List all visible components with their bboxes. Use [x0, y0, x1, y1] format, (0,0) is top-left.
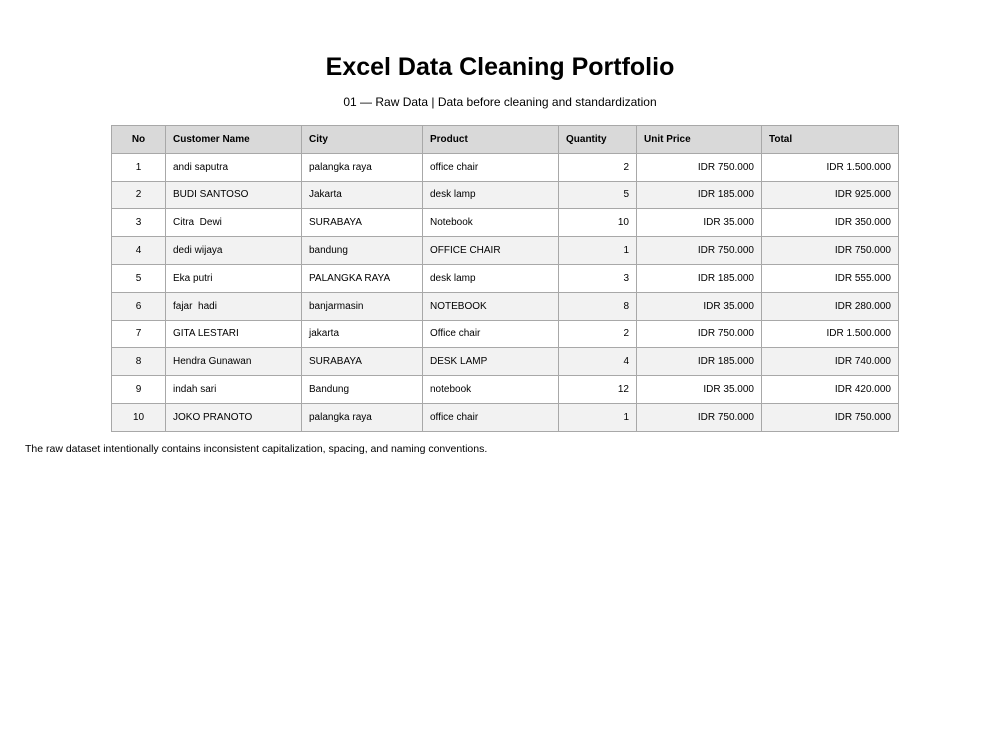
cell-city: palangka raya — [302, 403, 423, 431]
table-row — [112, 376, 899, 404]
column-header-product: Product — [423, 126, 559, 154]
cell-unit-price: IDR 185.000 — [637, 181, 762, 209]
cell-total: IDR 750.000 — [762, 403, 899, 431]
cell-no: 4 — [112, 237, 166, 265]
cell-unit-price: IDR 35.000 — [637, 209, 762, 237]
cell-unit-price: IDR 750.000 — [637, 153, 762, 181]
cell-unit-price: IDR 185.000 — [637, 264, 762, 292]
cell-product: office chair — [423, 153, 559, 181]
cell-no: 1 — [112, 153, 166, 181]
cell-quantity: 12 — [559, 376, 637, 404]
table-header-row — [112, 126, 899, 154]
page-title: Excel Data Cleaning Portfolio — [325, 53, 675, 81]
cell-customer-name: dedi wijaya — [166, 237, 302, 265]
table-row — [112, 403, 899, 431]
cell-no: 6 — [112, 292, 166, 320]
cell-customer-name: fajar hadi — [166, 292, 302, 320]
table-body — [112, 153, 899, 431]
column-header-no: No — [112, 126, 166, 154]
table-row — [112, 209, 899, 237]
column-header-quantity: Quantity — [559, 126, 637, 154]
cell-customer-name: Citra Dewi — [166, 209, 302, 237]
cell-total: IDR 740.000 — [762, 348, 899, 376]
column-header-unit-price: Unit Price — [637, 126, 762, 154]
cell-quantity: 5 — [559, 181, 637, 209]
cell-quantity: 1 — [559, 237, 637, 265]
footnote: The raw dataset intentionally contains inconsistent capitalization, spacing, and naming conventions. — [25, 443, 488, 455]
cell-quantity: 8 — [559, 292, 637, 320]
cell-no: 10 — [112, 403, 166, 431]
cell-quantity: 2 — [559, 320, 637, 348]
cell-city: SURABAYA — [302, 348, 423, 376]
cell-unit-price: IDR 750.000 — [637, 320, 762, 348]
cell-city: jakarta — [302, 320, 423, 348]
cell-product: NOTEBOOK — [423, 292, 559, 320]
page-subtitle: 01 — Raw Data | Data before cleaning and standardization — [343, 95, 657, 109]
raw-data-table — [111, 125, 899, 432]
cell-total: IDR 1.500.000 — [762, 153, 899, 181]
cell-quantity: 10 — [559, 209, 637, 237]
column-header-total: Total — [762, 126, 899, 154]
column-header-customer-name: Customer Name — [166, 126, 302, 154]
cell-unit-price: IDR 35.000 — [637, 292, 762, 320]
cell-product: OFFICE CHAIR — [423, 237, 559, 265]
cell-no: 2 — [112, 181, 166, 209]
cell-city: palangka raya — [302, 153, 423, 181]
cell-city: Bandung — [302, 376, 423, 404]
cell-total: IDR 350.000 — [762, 209, 899, 237]
cell-no: 5 — [112, 264, 166, 292]
table-row — [112, 153, 899, 181]
cell-quantity: 1 — [559, 403, 637, 431]
cell-customer-name: JOKO PRANOTO — [166, 403, 302, 431]
cell-total: IDR 555.000 — [762, 264, 899, 292]
cell-unit-price: IDR 35.000 — [637, 376, 762, 404]
cell-product: desk lamp — [423, 181, 559, 209]
cell-unit-price: IDR 750.000 — [637, 403, 762, 431]
cell-unit-price: IDR 185.000 — [637, 348, 762, 376]
cell-no: 9 — [112, 376, 166, 404]
cell-product: office chair — [423, 403, 559, 431]
cell-product: desk lamp — [423, 264, 559, 292]
table-row — [112, 320, 899, 348]
cell-city: PALANGKA RAYA — [302, 264, 423, 292]
cell-quantity: 2 — [559, 153, 637, 181]
cell-customer-name: indah sari — [166, 376, 302, 404]
cell-city: banjarmasin — [302, 292, 423, 320]
cell-city: Jakarta — [302, 181, 423, 209]
cell-customer-name: Hendra Gunawan — [166, 348, 302, 376]
cell-quantity: 4 — [559, 348, 637, 376]
cell-product: notebook — [423, 376, 559, 404]
cell-total: IDR 280.000 — [762, 292, 899, 320]
cell-quantity: 3 — [559, 264, 637, 292]
table-row — [112, 264, 899, 292]
cell-customer-name: GITA LESTARI — [166, 320, 302, 348]
column-header-city: City — [302, 126, 423, 154]
cell-unit-price: IDR 750.000 — [637, 237, 762, 265]
cell-customer-name: Eka putri — [166, 264, 302, 292]
cell-product: DESK LAMP — [423, 348, 559, 376]
table-row — [112, 181, 899, 209]
table-row — [112, 237, 899, 265]
cell-product: Notebook — [423, 209, 559, 237]
table-row — [112, 292, 899, 320]
cell-total: IDR 420.000 — [762, 376, 899, 404]
cell-product: Office chair — [423, 320, 559, 348]
cell-total: IDR 925.000 — [762, 181, 899, 209]
cell-no: 3 — [112, 209, 166, 237]
cell-city: bandung — [302, 237, 423, 265]
cell-city: SURABAYA — [302, 209, 423, 237]
cell-total: IDR 750.000 — [762, 237, 899, 265]
cell-total: IDR 1.500.000 — [762, 320, 899, 348]
cell-customer-name: BUDI SANTOSO — [166, 181, 302, 209]
table-row — [112, 348, 899, 376]
cell-customer-name: andi saputra — [166, 153, 302, 181]
cell-no: 7 — [112, 320, 166, 348]
cell-no: 8 — [112, 348, 166, 376]
